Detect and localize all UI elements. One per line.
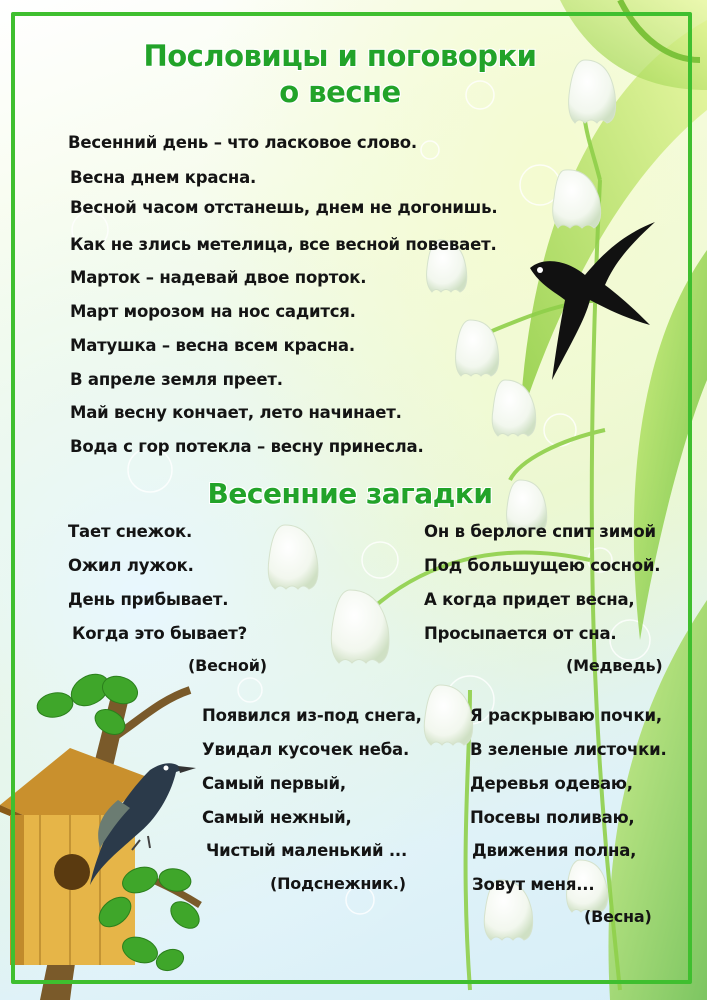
riddle-answer: (Медведь) bbox=[566, 656, 663, 675]
proverb-line: Марток – надевай двое порток. bbox=[70, 268, 367, 287]
riddle-line: Увидал кусочек неба. bbox=[202, 740, 410, 759]
riddle-line: Самый первый, bbox=[202, 774, 346, 793]
riddle-answer: (Подснежник.) bbox=[270, 874, 406, 893]
riddle-line: Движения полна, bbox=[472, 841, 637, 860]
riddle-line: Под большущею сосной. bbox=[424, 556, 661, 575]
riddle-line: Самый нежный, bbox=[202, 808, 352, 827]
proverb-line: Вода с гор потекла – весну принесла. bbox=[70, 437, 424, 456]
riddle-line: День прибывает. bbox=[68, 590, 229, 609]
riddle-line: Ожил лужок. bbox=[68, 556, 194, 575]
riddle-line: Когда это бывает? bbox=[72, 624, 248, 643]
riddle-line: Просыпается от сна. bbox=[424, 624, 617, 643]
page-title: Пословицы и поговорки bbox=[143, 39, 537, 73]
riddle-line: Тает снежок. bbox=[68, 522, 193, 541]
riddle-line: А когда придет весна, bbox=[424, 590, 635, 609]
proverb-line: Май весну кончает, лето начинает. bbox=[70, 403, 402, 422]
proverb-line: Весна днем красна. bbox=[70, 168, 257, 187]
riddle-line: Зовут меня... bbox=[472, 875, 595, 894]
proverb-line: Март морозом на нос садится. bbox=[70, 302, 356, 321]
riddle-answer: (Весной) bbox=[188, 656, 267, 675]
riddle-answer: (Весна) bbox=[584, 907, 652, 926]
proverb-line: Весенний день – что ласковое слово. bbox=[68, 133, 417, 152]
riddle-line: Посевы поливаю, bbox=[470, 808, 635, 827]
proverb-line: Весной часом отстанешь, днем не догонишь. bbox=[70, 198, 498, 217]
riddles-title: Весенние загадки bbox=[207, 477, 493, 510]
riddle-line: Я раскрываю почки, bbox=[470, 706, 662, 725]
riddle-line: Чистый маленький ... bbox=[206, 841, 408, 860]
riddle-line: В зеленые листочки. bbox=[470, 740, 667, 759]
riddle-line: Появился из-под снега, bbox=[202, 706, 422, 725]
page-title-line2: о весне bbox=[279, 75, 401, 109]
riddle-line: Деревья одеваю, bbox=[470, 774, 633, 793]
proverb-line: Как не злись метелица, все весной повевает. bbox=[70, 235, 497, 254]
proverb-line: В апреле земля преет. bbox=[70, 370, 283, 389]
riddle-line: Он в берлоге спит зимой bbox=[424, 522, 656, 541]
proverb-line: Матушка – весна всем красна. bbox=[70, 336, 355, 355]
